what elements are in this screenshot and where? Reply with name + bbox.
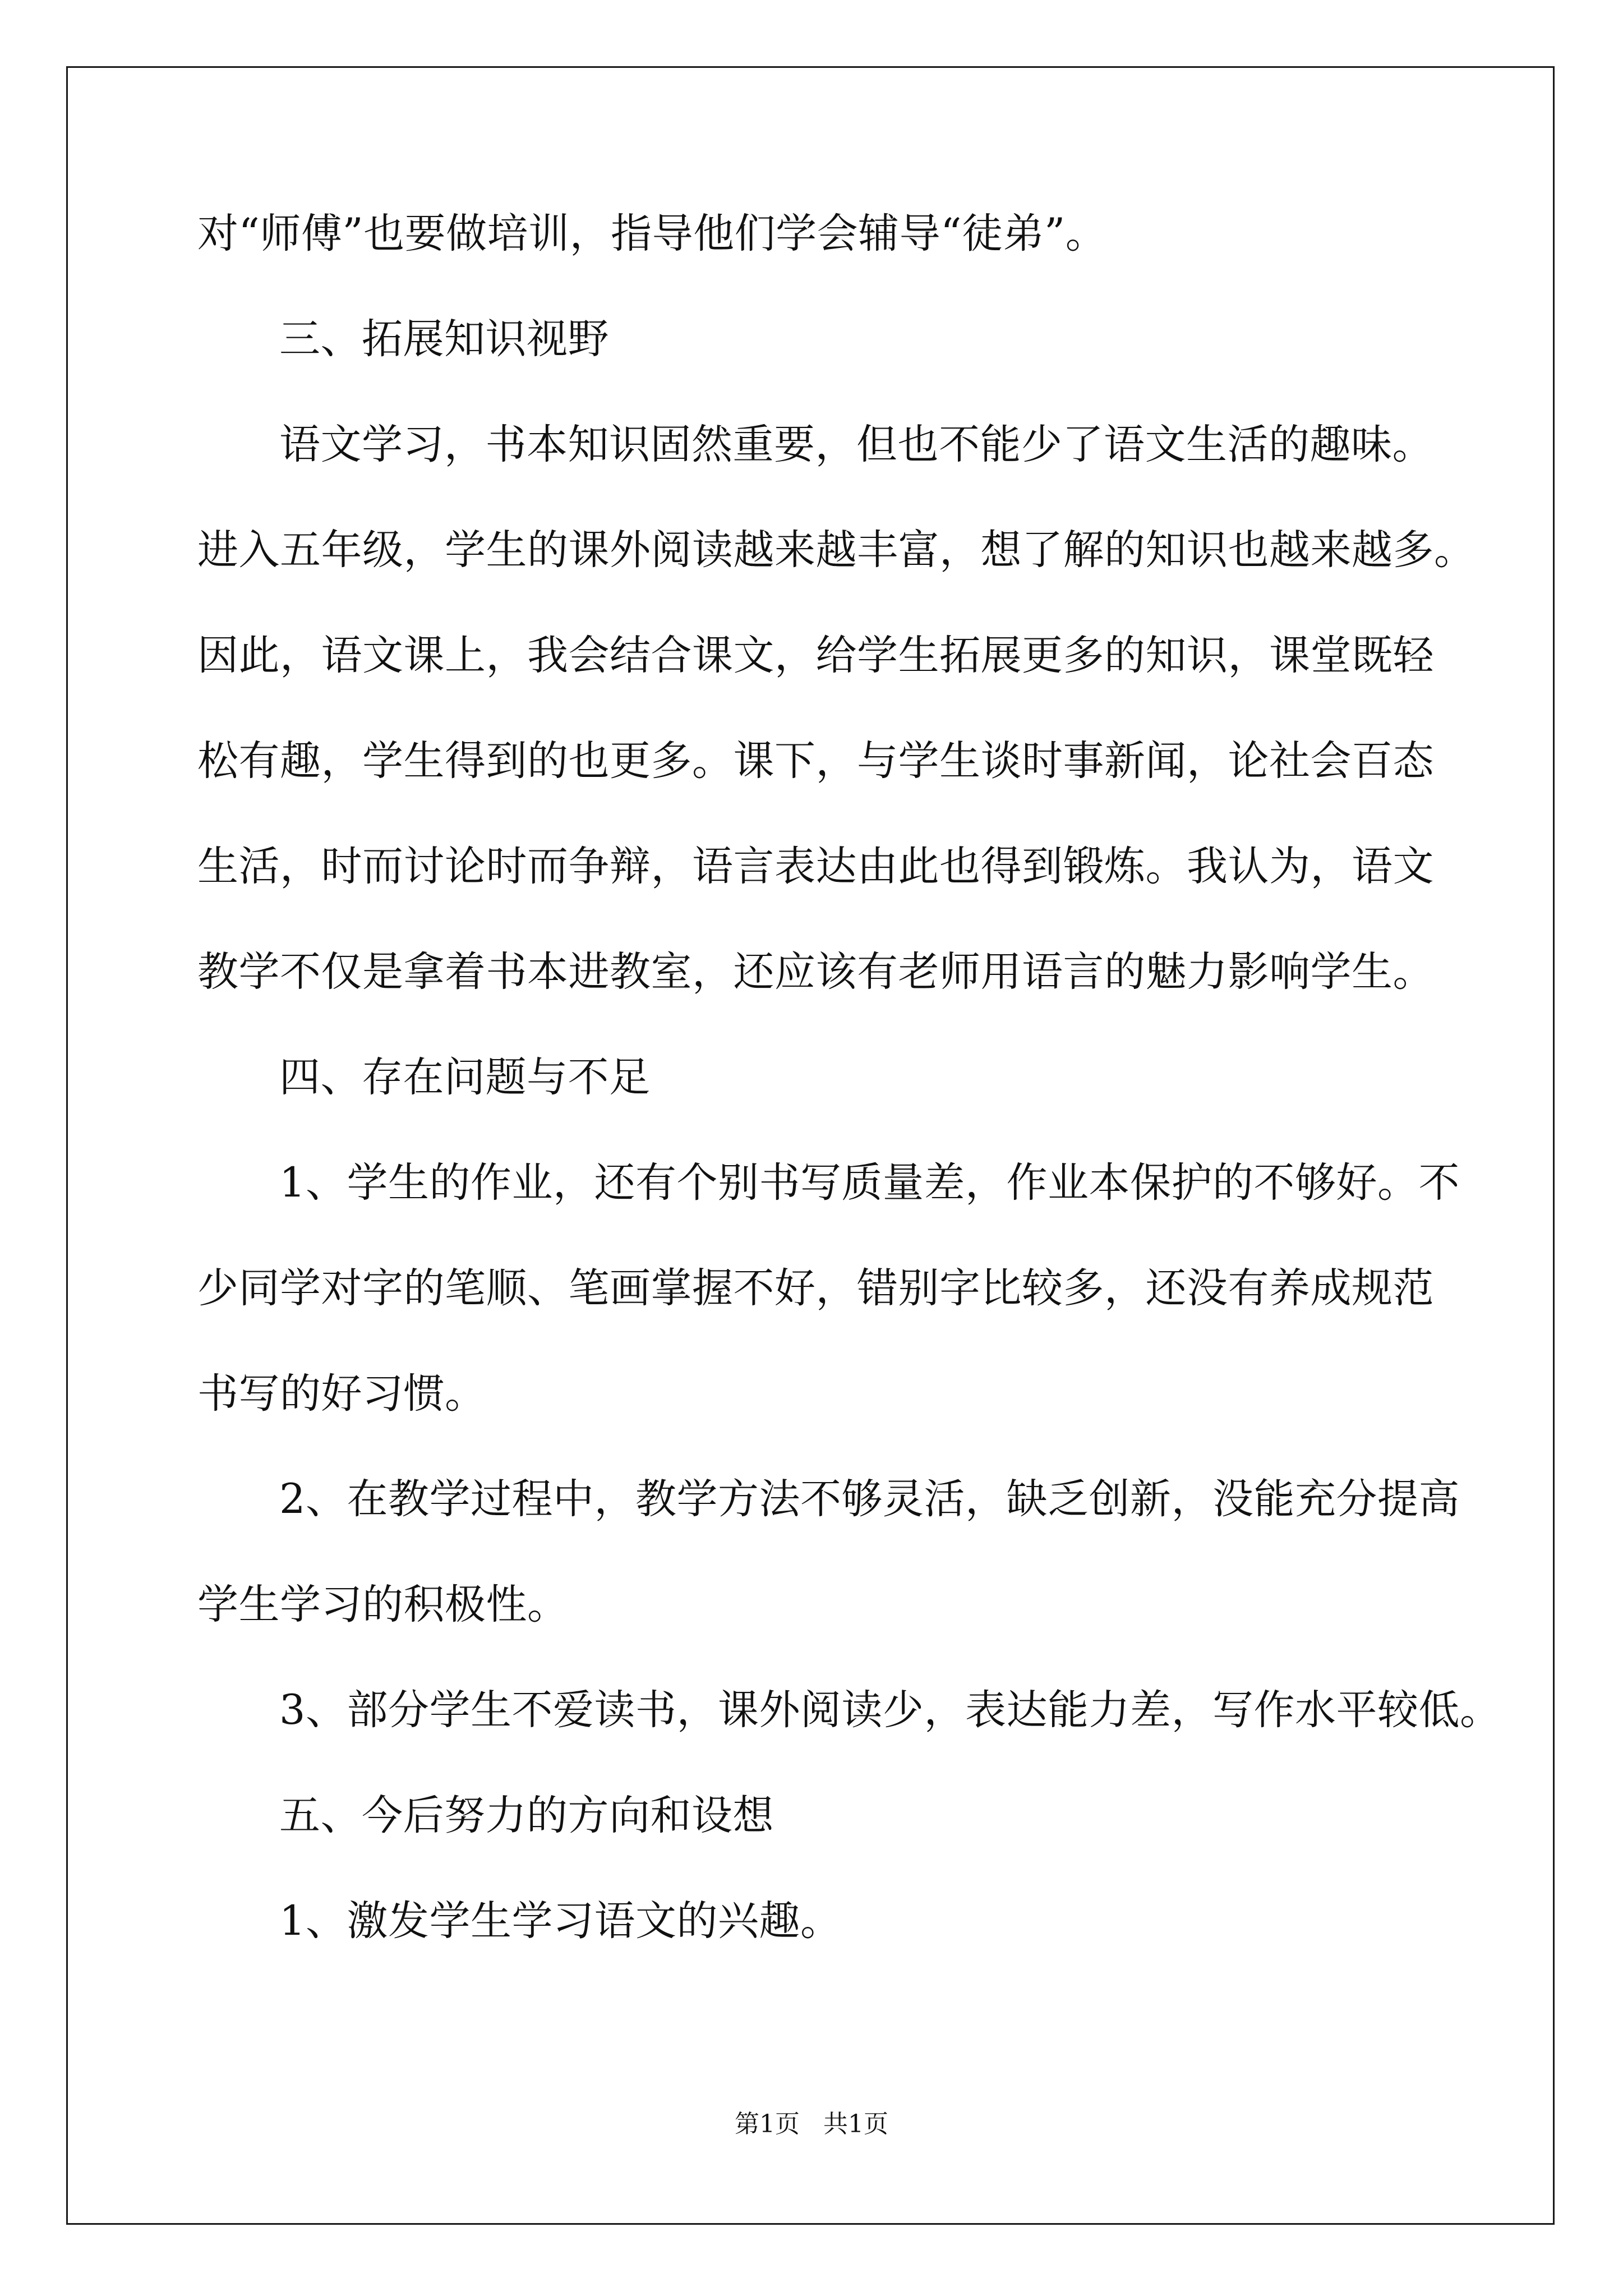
text-line: 2、在教学过程中，教学方法不够灵活，缺乏创新，没能充分提高 [279, 1475, 1460, 1523]
section-heading: 三、拓展知识视野 [279, 315, 609, 363]
text-line: 3、部分学生不爱读书，课外阅读少，表达能力差，写作水平较低。 [279, 1686, 1501, 1734]
section-heading: 四、存在问题与不足 [279, 1053, 651, 1101]
text-line: 学生学习的积极性。 [197, 1581, 569, 1628]
page-number-footer: 第1页 共1页 [735, 2110, 888, 2138]
text-line: 语文学习，书本知识固然重要，但也不能少了语文生活的趣味。 [279, 421, 1433, 468]
text-line: 进入五年级，学生的课外阅读越来越丰富，想了解的知识也越来越多。 [197, 526, 1476, 574]
text-line: 因此，语文课上，我会结合课文，给学生拓展更多的知识，课堂既轻 [197, 632, 1434, 679]
text-line: 书写的好习惯。 [197, 1370, 486, 1418]
text-line: 1、学生的作业，还有个别书写质量差，作业本保护的不够好。不 [279, 1159, 1460, 1207]
text-line: 教学不仅是拿着书本进教室，还应该有老师用语言的魅力影响学生。 [197, 948, 1434, 996]
text-line: 生活，时而讨论时而争辩，语言表达由此也得到锻炼。我认为，语文 [197, 843, 1434, 890]
section-heading: 五、今后努力的方向和设想 [279, 1792, 774, 1839]
text-line: 松有趣，学生得到的也更多。课下，与学生谈时事新闻，论社会百态 [197, 737, 1434, 785]
text-line: 1、激发学生学习语文的兴趣。 [279, 1897, 842, 1945]
text-line: 少同学对字的笔顺、笔画掌握不好，错别字比较多，还没有养成规范 [197, 1264, 1434, 1312]
text-line: 对“师傅”也要做培训，指导他们学会辅导“徒弟”。 [197, 210, 1107, 257]
